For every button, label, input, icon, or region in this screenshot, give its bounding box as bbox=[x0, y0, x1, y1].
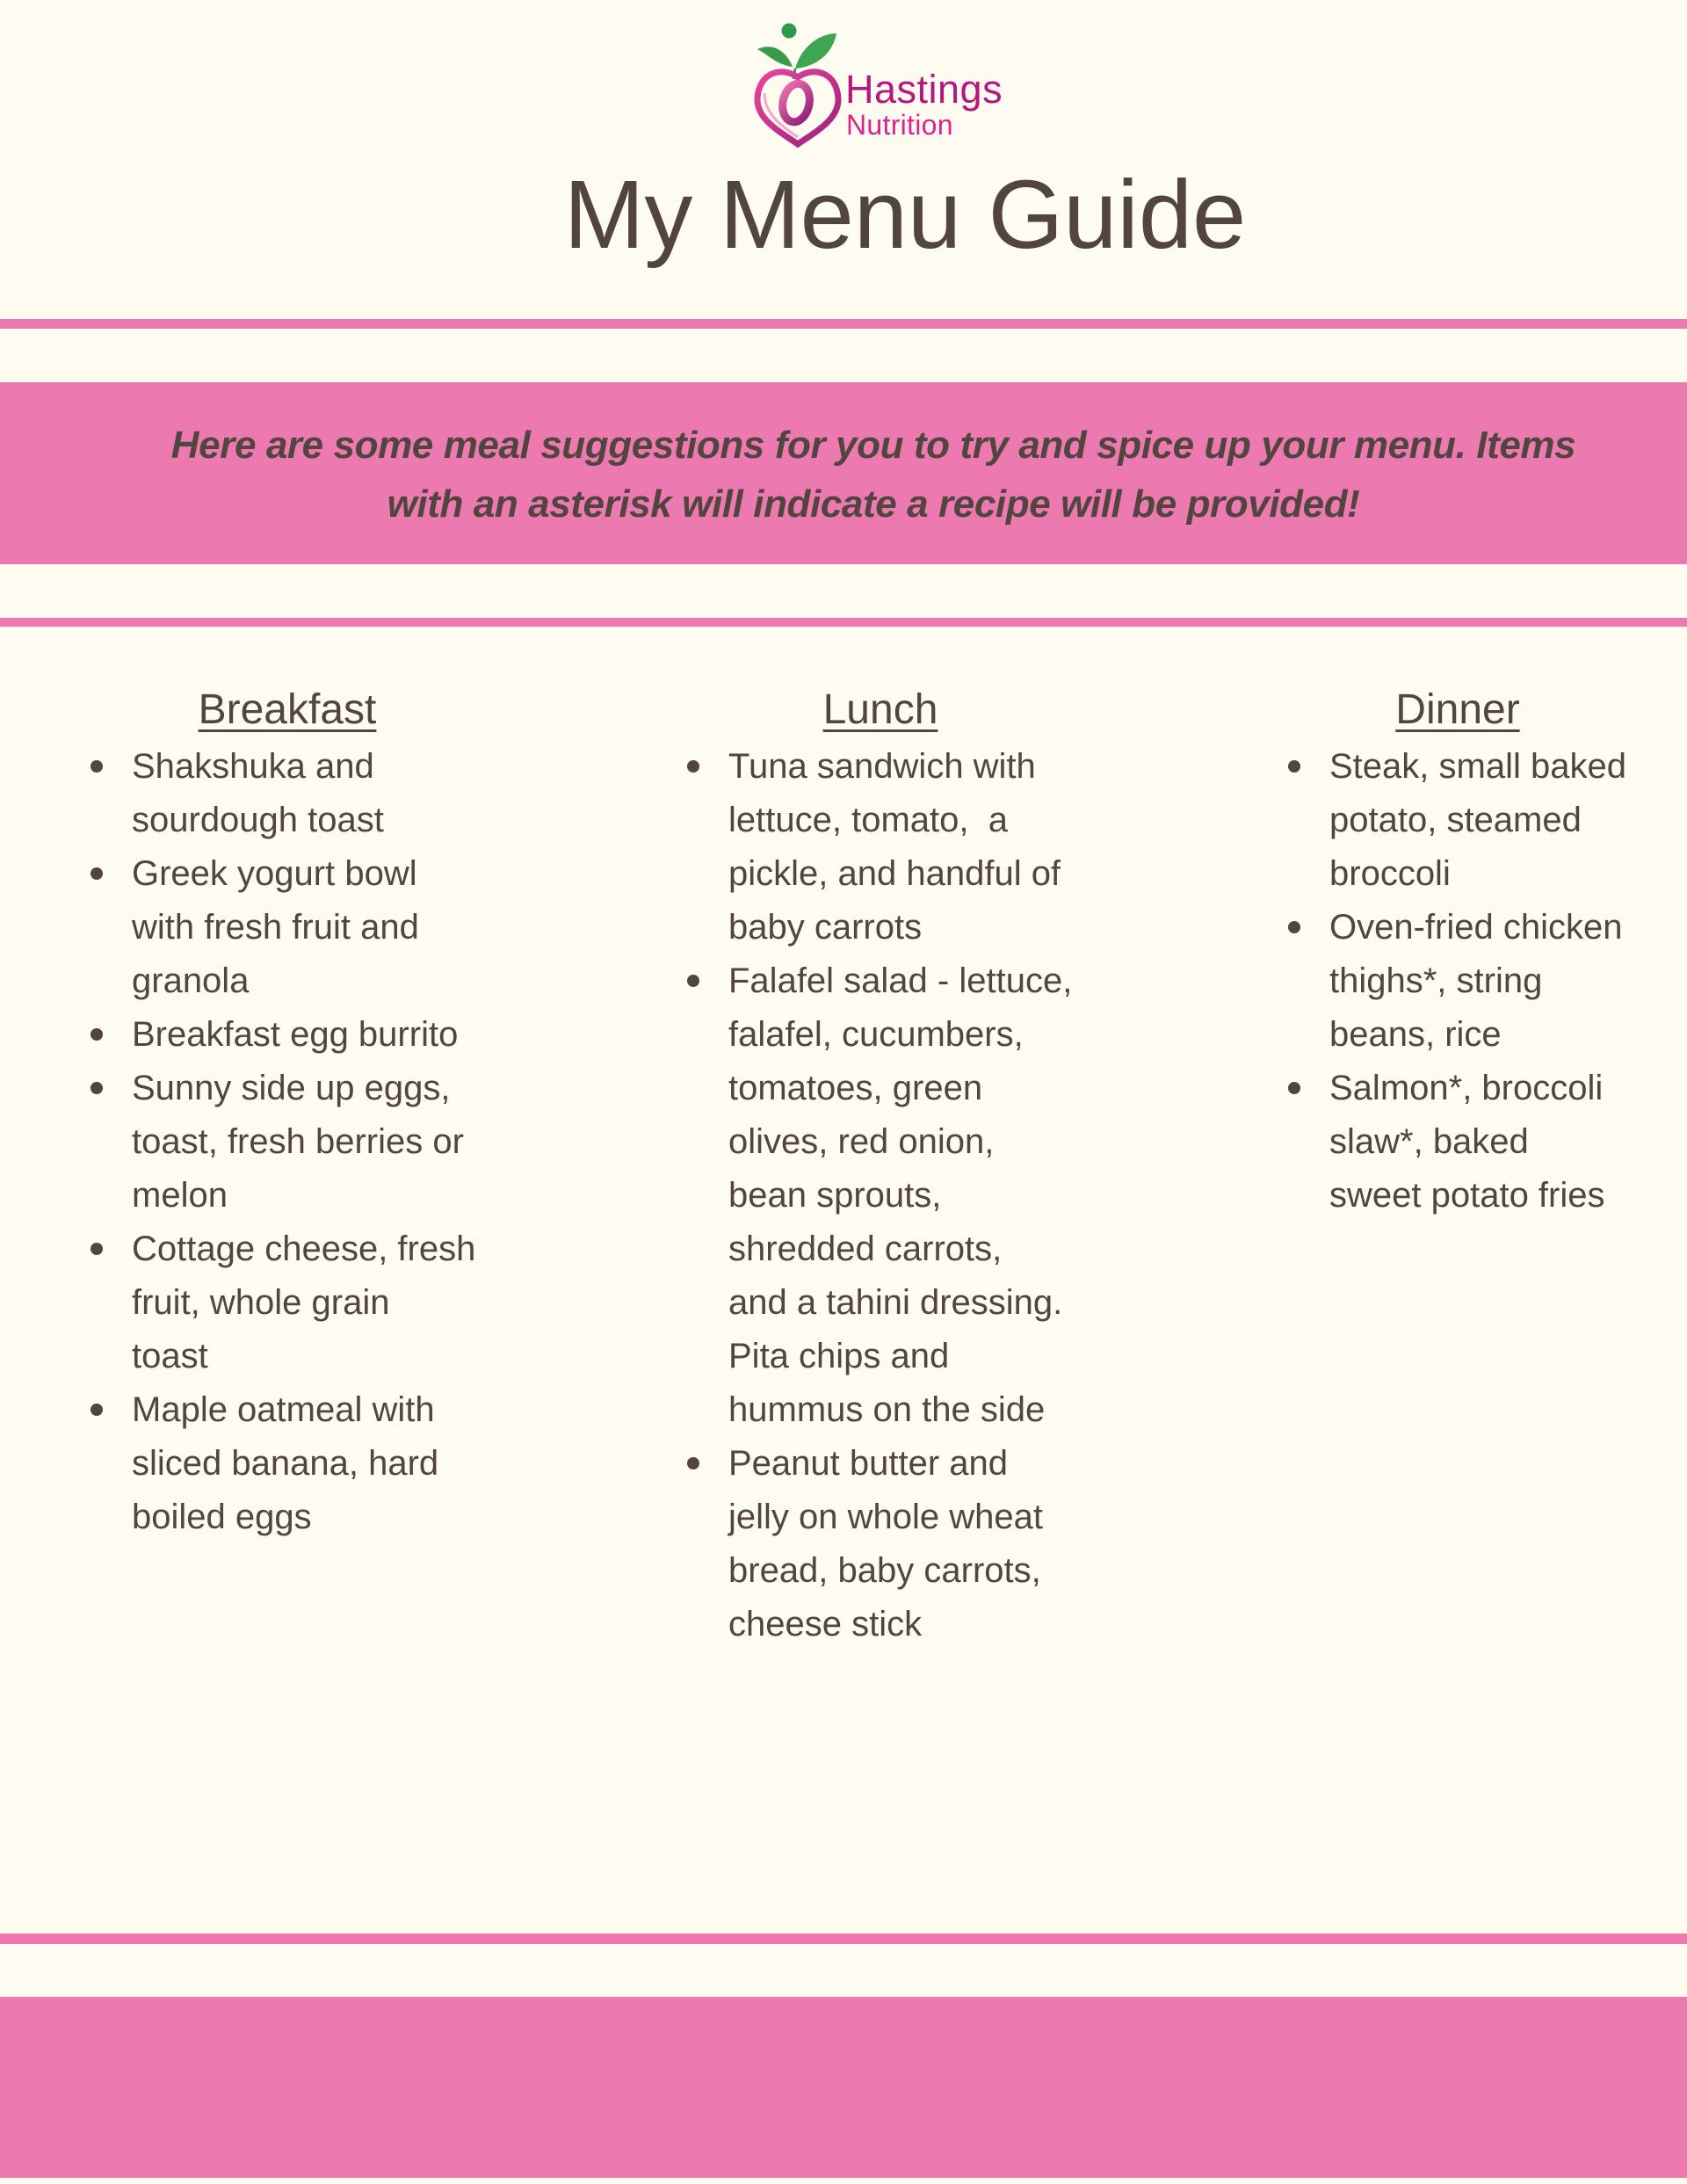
menu-item-text: Falafel salad - lettuce, bbox=[728, 961, 1073, 1000]
menu-item bbox=[1329, 1062, 1681, 1223]
bullet-icon bbox=[687, 1457, 699, 1469]
footer-band bbox=[0, 1997, 1687, 2178]
menu-item bbox=[1329, 901, 1681, 1062]
top-divider bbox=[0, 319, 1687, 329]
menu-item-text: lettuce, tomato, a bbox=[728, 801, 1008, 839]
menu-item-text: and a tahini dressing. bbox=[728, 1283, 1063, 1322]
menu-item-text: granola bbox=[132, 961, 250, 1000]
menu-item bbox=[132, 1062, 483, 1223]
bullet-icon bbox=[91, 867, 103, 880]
brand-name-line1: Hastings bbox=[845, 67, 1003, 112]
page-title: My Menu Guide bbox=[563, 161, 1247, 269]
menu-item-text: Peanut butter and bbox=[728, 1444, 1009, 1483]
bullet-icon bbox=[687, 760, 699, 773]
menu-item-text: beans, rice bbox=[1329, 1015, 1502, 1054]
intro-text bbox=[60, 416, 1687, 533]
brand-name-line2: Nutrition bbox=[846, 109, 953, 141]
bullet-icon bbox=[91, 1404, 103, 1416]
menu-item-text: sweet potato fries bbox=[1329, 1176, 1605, 1215]
menu-item bbox=[132, 740, 483, 847]
menu-item-text: cheese stick bbox=[728, 1605, 923, 1643]
menu-item-text: Salmon*, broccoli bbox=[1329, 1069, 1604, 1107]
menu-item-text: olives, red onion, bbox=[728, 1122, 995, 1161]
menu-item-text: jelly on whole wheat bbox=[728, 1498, 1043, 1536]
menu-item-text: Shakshuka and bbox=[132, 747, 374, 786]
bullet-icon bbox=[1288, 760, 1300, 773]
menu-item-text: Tuna sandwich with bbox=[728, 747, 1036, 786]
menu-item-text: bread, baby carrots, bbox=[728, 1551, 1041, 1590]
menu-item-text: fruit, whole grain bbox=[132, 1283, 390, 1322]
menu-item-text: Greek yogurt bowl bbox=[132, 854, 417, 893]
menu-item-text: sliced banana, hard bbox=[132, 1444, 439, 1483]
bottom-divider bbox=[0, 1934, 1687, 1944]
menu-item-text: Maple oatmeal with bbox=[132, 1390, 435, 1429]
bullet-icon bbox=[91, 760, 103, 773]
dinner-list bbox=[1329, 740, 1681, 1223]
menu-item-text: Breakfast egg burrito bbox=[132, 1015, 459, 1054]
menu-item-text: melon bbox=[132, 1176, 228, 1215]
menu-item bbox=[132, 1223, 483, 1383]
breakfast-list bbox=[132, 740, 483, 1544]
menu-item-text: sourdough toast bbox=[132, 801, 384, 839]
menu-item-text: shredded carrots, bbox=[728, 1230, 1003, 1268]
bullet-icon bbox=[1288, 921, 1300, 933]
menu-item-text: potato, steamed bbox=[1329, 801, 1582, 839]
lunch-heading: Lunch bbox=[822, 686, 938, 733]
menu-item-text: with fresh fruit and bbox=[132, 908, 419, 947]
menu-item bbox=[1329, 740, 1681, 901]
bullet-icon bbox=[91, 1082, 103, 1094]
menu-item-text: Oven-fried chicken bbox=[1329, 908, 1623, 947]
lunch-list bbox=[728, 740, 1080, 1651]
intro-line: with an asterisk will indicate a recipe will be provided! bbox=[387, 483, 1360, 526]
intro-line: Here are some meal suggestions for you to try and spice up your menu. Items bbox=[170, 424, 1576, 467]
bullet-icon bbox=[1288, 1082, 1300, 1094]
menu-item-text: hummus on the side bbox=[728, 1390, 1046, 1429]
menu-item-text: slaw*, baked bbox=[1329, 1122, 1529, 1161]
menu-item bbox=[728, 1437, 1080, 1651]
intro-divider bbox=[0, 618, 1687, 627]
menu-item bbox=[728, 954, 1080, 1437]
menu-item-text: falafel, cucumbers, bbox=[728, 1015, 1024, 1054]
menu-item-text: tomatoes, green bbox=[728, 1069, 983, 1107]
breakfast-heading: Breakfast bbox=[198, 686, 377, 733]
menu-item-text: bean sprouts, bbox=[728, 1176, 942, 1215]
menu-item-text: toast bbox=[132, 1337, 208, 1375]
menu-item-text: Sunny side up eggs, bbox=[132, 1069, 451, 1107]
bullet-icon bbox=[91, 1028, 103, 1041]
hastings-nutrition-logo bbox=[752, 19, 844, 148]
menu-item-text: thighs*, string bbox=[1329, 961, 1543, 1000]
menu-item-text: Pita chips and bbox=[728, 1337, 950, 1375]
menu-item bbox=[132, 1008, 483, 1062]
menu-item bbox=[132, 1383, 483, 1544]
dinner-heading: Dinner bbox=[1395, 686, 1520, 733]
menu-item-text: pickle, and handful of bbox=[728, 854, 1061, 893]
menu-item-text: baby carrots bbox=[728, 908, 923, 947]
bullet-icon bbox=[687, 975, 699, 987]
menu-item-text: Steak, small baked bbox=[1329, 747, 1626, 786]
menu-item bbox=[728, 740, 1080, 954]
bullet-icon bbox=[91, 1243, 103, 1255]
menu-item-text: boiled eggs bbox=[132, 1498, 312, 1536]
menu-item-text: toast, fresh berries or bbox=[132, 1122, 464, 1161]
menu-item-text: Cottage cheese, fresh bbox=[132, 1230, 476, 1268]
peach-heart-leaf-logo-icon bbox=[752, 19, 844, 148]
menu-item-text: broccoli bbox=[1329, 854, 1451, 893]
menu-item bbox=[132, 847, 483, 1008]
